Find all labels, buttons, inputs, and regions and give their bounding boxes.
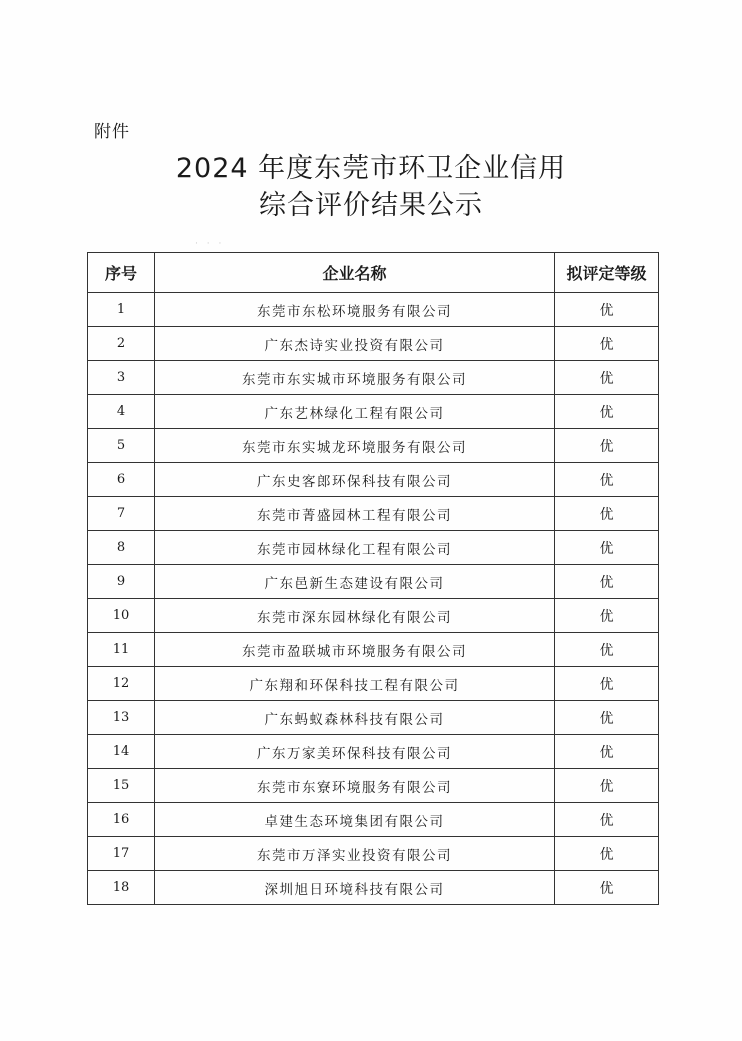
header-serial-number: 序号 (88, 253, 155, 293)
row-serial-number: 12 (88, 667, 155, 701)
row-company-name: 广东蚂蚁森林科技有限公司 (155, 701, 555, 735)
row-company-name: 广东史客郎环保科技有限公司 (155, 463, 555, 497)
row-company-name: 东莞市园林绿化工程有限公司 (155, 531, 555, 565)
row-serial-number: 6 (88, 463, 155, 497)
row-company-name: 深圳旭日环境科技有限公司 (155, 871, 555, 905)
row-proposed-grade: 优 (555, 565, 659, 599)
table-header-row (88, 253, 659, 293)
table-row (88, 735, 659, 769)
row-serial-number: 8 (88, 531, 155, 565)
table-row (88, 803, 659, 837)
table-row (88, 599, 659, 633)
table-row (88, 531, 659, 565)
row-proposed-grade: 优 (555, 327, 659, 361)
row-serial-number: 16 (88, 803, 155, 837)
document-title-line-2: 综合评价结果公示 (259, 190, 483, 221)
table-row (88, 837, 659, 871)
row-serial-number: 11 (88, 633, 155, 667)
table-row (88, 463, 659, 497)
row-company-name: 东莞市菁盛园林工程有限公司 (155, 497, 555, 531)
row-proposed-grade: 优 (555, 769, 659, 803)
table-row (88, 871, 659, 905)
table-row (88, 395, 659, 429)
row-proposed-grade: 优 (555, 667, 659, 701)
row-serial-number: 4 (88, 395, 155, 429)
row-company-name: 广东邑新生态建设有限公司 (155, 565, 555, 599)
table-row (88, 667, 659, 701)
row-proposed-grade: 优 (555, 463, 659, 497)
credit-results-table (87, 252, 659, 905)
row-proposed-grade: 优 (555, 735, 659, 769)
row-serial-number: 18 (88, 871, 155, 905)
row-serial-number: 15 (88, 769, 155, 803)
row-company-name: 广东艺林绿化工程有限公司 (155, 395, 555, 429)
row-serial-number: 2 (88, 327, 155, 361)
row-proposed-grade: 优 (555, 293, 659, 327)
row-company-name: 广东杰诗实业投资有限公司 (155, 327, 555, 361)
row-company-name: 东莞市盈联城市环境服务有限公司 (155, 633, 555, 667)
row-serial-number: 5 (88, 429, 155, 463)
row-proposed-grade: 优 (555, 871, 659, 905)
row-proposed-grade: 优 (555, 361, 659, 395)
table-row (88, 701, 659, 735)
row-company-name: 东莞市东实城龙环境服务有限公司 (155, 429, 555, 463)
row-proposed-grade: 优 (555, 633, 659, 667)
row-proposed-grade: 优 (555, 701, 659, 735)
scan-speck-decoration: · · · (195, 239, 225, 249)
row-company-name: 东莞市东实城市环境服务有限公司 (155, 361, 555, 395)
row-proposed-grade: 优 (555, 599, 659, 633)
row-serial-number: 10 (88, 599, 155, 633)
row-company-name: 东莞市深东园林绿化有限公司 (155, 599, 555, 633)
row-serial-number: 1 (88, 293, 155, 327)
row-proposed-grade: 优 (555, 429, 659, 463)
table-row (88, 429, 659, 463)
attachment-label: 附件 (94, 122, 130, 142)
row-serial-number: 7 (88, 497, 155, 531)
header-company-name: 企业名称 (155, 253, 555, 293)
row-serial-number: 17 (88, 837, 155, 871)
row-proposed-grade: 优 (555, 497, 659, 531)
row-company-name: 东莞市东松环境服务有限公司 (155, 293, 555, 327)
table-row (88, 497, 659, 531)
row-company-name: 广东万家美环保科技有限公司 (155, 735, 555, 769)
table-row (88, 361, 659, 395)
row-proposed-grade: 优 (555, 803, 659, 837)
row-serial-number: 9 (88, 565, 155, 599)
document-title-line-1: 2024 年度东莞市环卫企业信用 (175, 153, 567, 184)
row-proposed-grade: 优 (555, 531, 659, 565)
row-company-name: 东莞市万泽实业投资有限公司 (155, 837, 555, 871)
row-serial-number: 14 (88, 735, 155, 769)
row-serial-number: 13 (88, 701, 155, 735)
header-proposed-grade: 拟评定等级 (555, 253, 659, 293)
row-serial-number: 3 (88, 361, 155, 395)
table-row (88, 565, 659, 599)
row-company-name: 东莞市东寮环境服务有限公司 (155, 769, 555, 803)
table-row (88, 327, 659, 361)
row-company-name: 卓建生态环境集团有限公司 (155, 803, 555, 837)
table-row (88, 293, 659, 327)
table-row (88, 769, 659, 803)
row-proposed-grade: 优 (555, 837, 659, 871)
row-proposed-grade: 优 (555, 395, 659, 429)
table-body (88, 293, 659, 905)
row-company-name: 广东翔和环保科技工程有限公司 (155, 667, 555, 701)
table-row (88, 633, 659, 667)
